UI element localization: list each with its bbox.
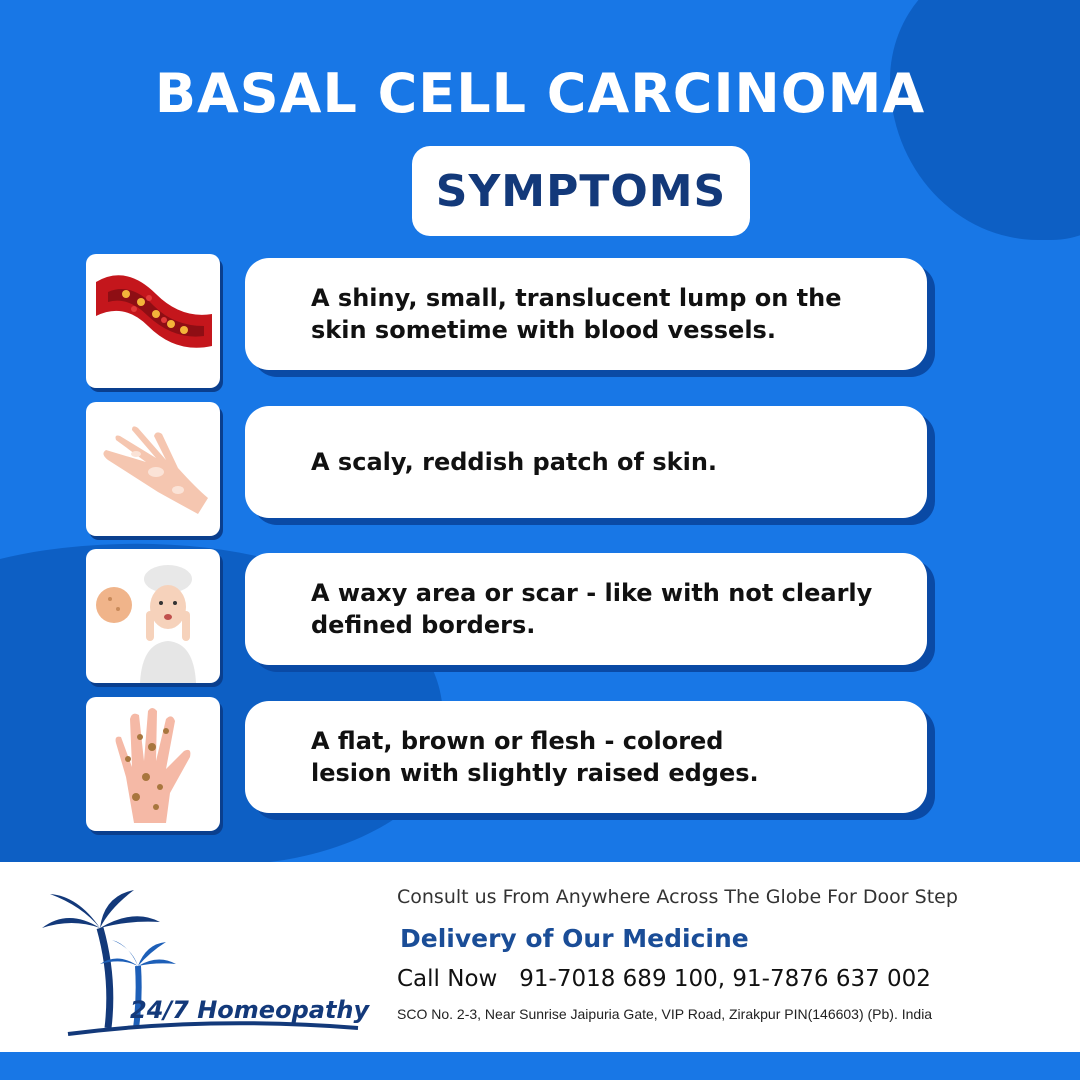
symptom-card	[245, 701, 927, 813]
symptom-text: A flat, brown or flesh - colored lesion with slightly raised edges.	[311, 727, 759, 787]
symptom-text: A waxy area or scar - like with not clearly defined borders.	[311, 579, 873, 639]
symptom-icon-card	[86, 697, 220, 831]
symptom-text: A scaly, reddish patch of skin.	[311, 448, 718, 476]
page-title: BASAL CELL CARCINOMA	[154, 62, 926, 125]
spotted-hand-icon	[86, 697, 220, 831]
consult-text: Consult us From Anywhere Across The Globe For Door Step	[397, 886, 958, 908]
symptom-card	[245, 406, 927, 518]
hand-patches-icon	[86, 402, 220, 536]
blood-vessel-icon	[86, 254, 220, 388]
symptoms-badge	[412, 146, 750, 236]
symptoms-label: SYMPTOMS	[435, 165, 727, 217]
symptom-card	[245, 258, 927, 370]
symptom-text: A shiny, small, translucent lump on the skin sometime with blood vessels.	[311, 284, 842, 344]
delivery-text: Delivery of Our Medicine	[400, 924, 749, 953]
brand-name: 24/7 Homeopathy	[130, 996, 370, 1024]
call-now-text: Call Now 91-7018 689 100, 91-7876 637 002	[397, 966, 931, 992]
symptom-card	[245, 553, 927, 665]
woman-skin-icon	[86, 549, 220, 683]
symptom-icon-card	[86, 549, 220, 683]
footer-bar	[0, 1052, 1080, 1080]
symptom-icon-card	[86, 254, 220, 388]
address-text: SCO No. 2-3, Near Sunrise Jaipuria Gate, VIP Road, Zirakpur PIN(146603) (Pb). India	[397, 1006, 933, 1022]
footer	[0, 862, 1080, 1052]
symptom-icon-card	[86, 402, 220, 536]
